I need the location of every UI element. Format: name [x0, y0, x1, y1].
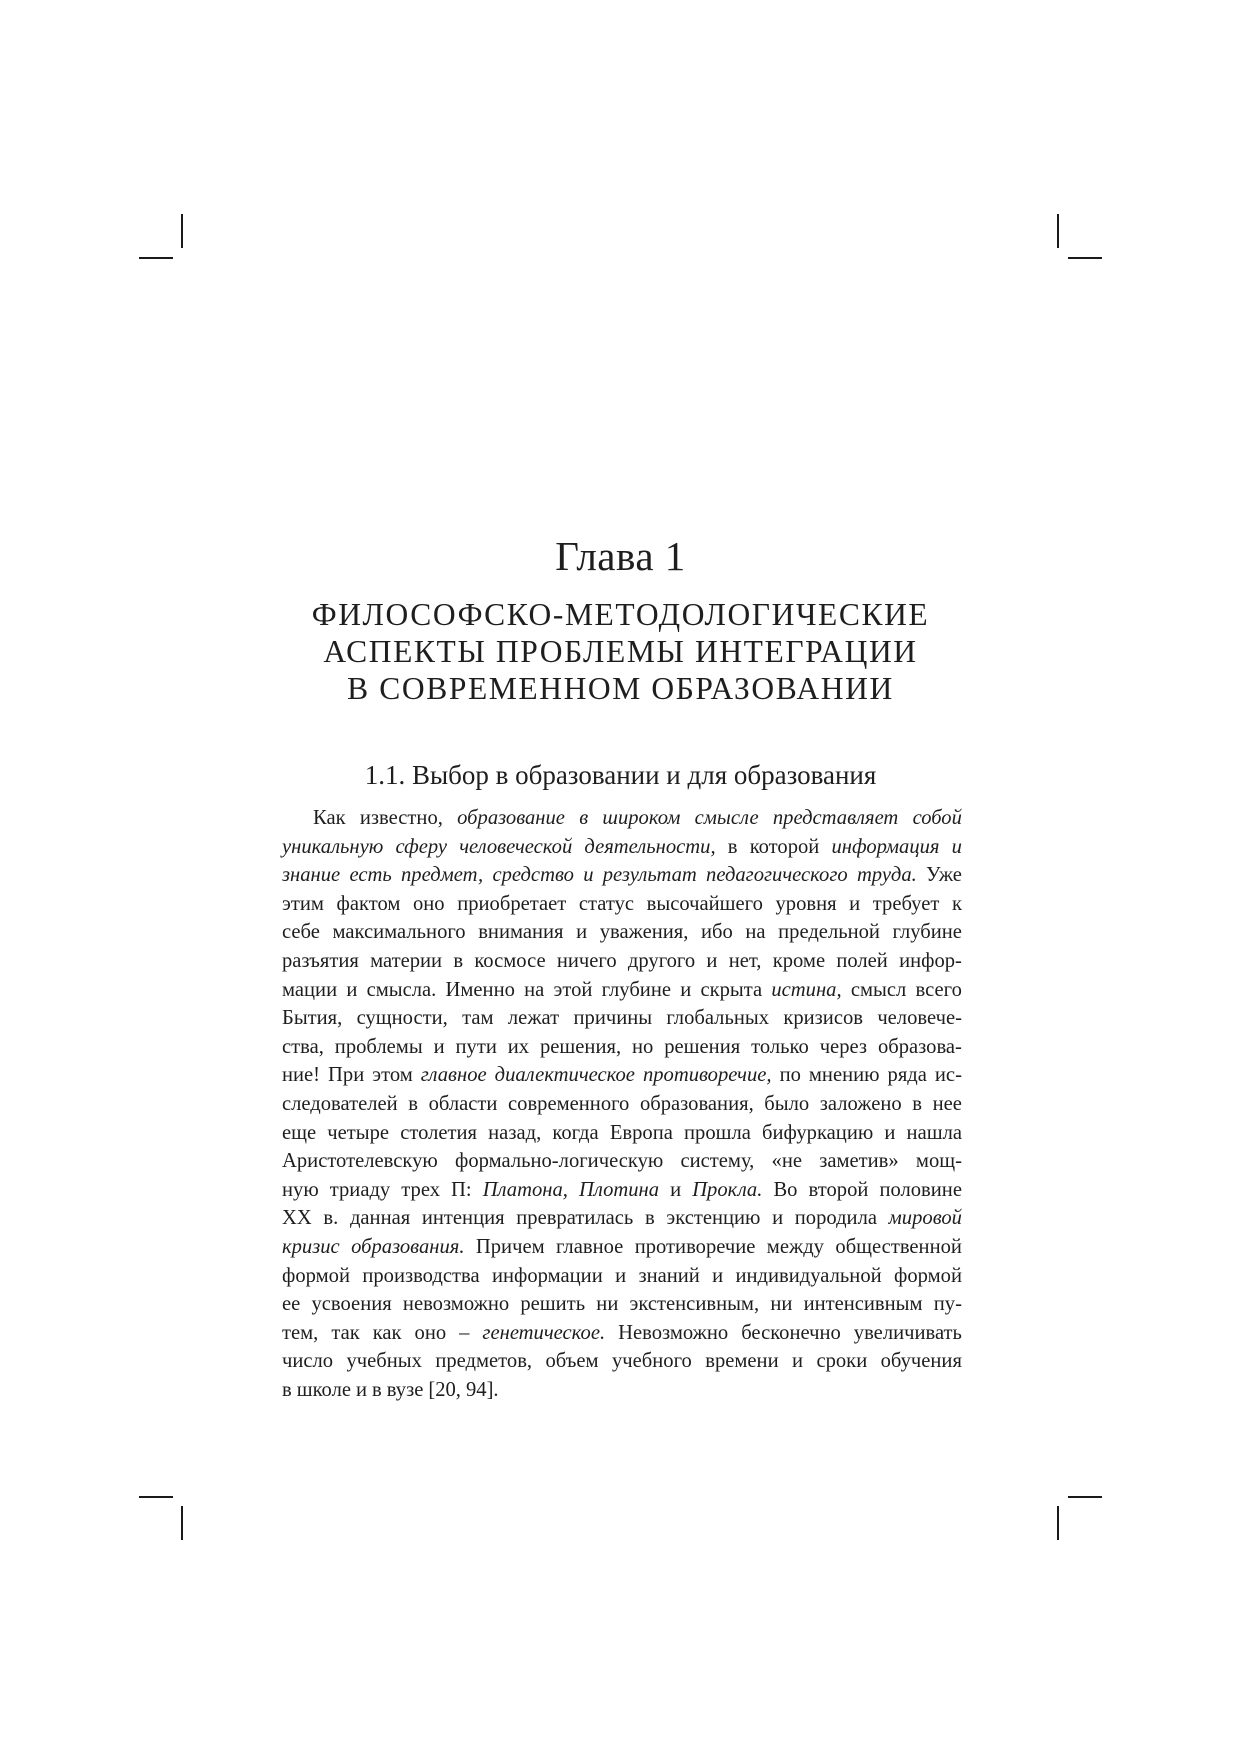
- paragraph-line: [282, 804, 962, 833]
- italic-word: педагогического: [706, 864, 848, 887]
- word: экстенцию: [666, 1207, 761, 1230]
- word: пути: [455, 1035, 497, 1058]
- italic-word: мировой: [888, 1207, 962, 1230]
- paragraph-line: [282, 1147, 962, 1176]
- word: бесконечно: [741, 1321, 841, 1344]
- italic-word: сферу: [395, 835, 448, 858]
- word: образова-: [877, 1035, 962, 1058]
- word: всего: [915, 978, 962, 1001]
- word: ную: [282, 1178, 319, 1201]
- italic-word: кризис: [282, 1235, 340, 1258]
- word: и: [670, 1178, 682, 1201]
- paragraph-line: [282, 1319, 962, 1348]
- word: вузе: [386, 1378, 424, 1401]
- word: Причем: [475, 1235, 545, 1258]
- word: данная: [349, 1207, 411, 1230]
- paragraph-line: [282, 918, 962, 947]
- word: уровня: [775, 892, 837, 915]
- italic-word: и: [951, 835, 962, 858]
- word: в: [453, 949, 464, 972]
- word: мнению: [808, 1064, 880, 1087]
- word: приобретает: [457, 892, 567, 915]
- word: Во: [773, 1178, 798, 1201]
- word: решить: [520, 1293, 586, 1316]
- word: в: [912, 1092, 923, 1115]
- word: оно: [412, 892, 445, 915]
- word: высочайшего: [646, 892, 763, 915]
- paragraph-line: [282, 1233, 962, 1262]
- word: скрыта: [700, 978, 763, 1001]
- word: знаний: [638, 1264, 700, 1287]
- word: заметив»: [819, 1150, 899, 1173]
- word: в: [372, 1378, 382, 1401]
- word: При: [328, 1064, 365, 1087]
- word: «не: [771, 1150, 802, 1173]
- italic-word: образования.: [351, 1235, 465, 1258]
- word: трех: [401, 1178, 440, 1201]
- italic-word: труда.: [856, 864, 917, 887]
- word: проблемы: [334, 1035, 423, 1058]
- word: Невозможно: [618, 1321, 729, 1344]
- word: ее: [282, 1293, 301, 1316]
- word: себе: [282, 921, 320, 944]
- paragraph-line: [282, 1176, 962, 1205]
- word: максимального: [332, 921, 466, 944]
- paragraph-line: [282, 1004, 962, 1033]
- paragraph-line: [282, 1090, 962, 1119]
- italic-word: широком: [602, 807, 681, 829]
- word: информации: [491, 1264, 603, 1287]
- word: нет,: [728, 949, 762, 972]
- word: и: [433, 1035, 445, 1058]
- word: и: [849, 892, 861, 915]
- word: глубине: [892, 921, 962, 944]
- word: там: [462, 1007, 494, 1030]
- word: и: [576, 921, 588, 944]
- word: сроки: [816, 1350, 868, 1373]
- word: Уже: [926, 864, 962, 887]
- word: на: [745, 921, 766, 944]
- word: формально-логическую: [454, 1150, 664, 1173]
- word: мации: [282, 978, 338, 1001]
- word: –: [459, 1321, 470, 1344]
- word: полей: [836, 949, 888, 972]
- word: еще: [282, 1121, 317, 1144]
- word: этом: [372, 1064, 413, 1087]
- word: превратилась: [516, 1207, 634, 1230]
- word: назад,: [488, 1121, 542, 1144]
- word: породила: [794, 1207, 877, 1230]
- word: [20,: [428, 1378, 461, 1401]
- word: интенсивным: [803, 1293, 923, 1316]
- word: этим: [282, 892, 324, 915]
- word: космосе: [474, 949, 546, 972]
- word: заложено: [819, 1092, 902, 1115]
- word: ис-: [934, 1064, 962, 1087]
- crop-mark-bottom-right-horizontal: [1068, 1496, 1102, 1498]
- word: и: [346, 978, 358, 1001]
- chapter-title-line: АСПЕКТЫ ПРОБЛЕМЫ ИНТЕГРАЦИИ: [323, 634, 918, 669]
- italic-word: смысле: [694, 807, 759, 829]
- word: и: [615, 1264, 627, 1287]
- word: предметов,: [435, 1350, 533, 1373]
- word: кризисов: [783, 1007, 863, 1030]
- italic-word: Прокла.: [692, 1178, 763, 1201]
- italic-word: Платона,: [482, 1178, 568, 1201]
- word: в: [644, 1207, 655, 1230]
- word: учебного: [611, 1350, 692, 1373]
- word: человече-: [877, 1007, 962, 1030]
- paragraph-line: [282, 890, 962, 919]
- paragraph-line: [282, 976, 962, 1005]
- word: глубине: [601, 978, 671, 1001]
- paragraph-line: [282, 1204, 962, 1233]
- italic-word: Плотина: [578, 1178, 660, 1201]
- word: причины: [573, 1007, 653, 1030]
- word: между: [766, 1235, 824, 1258]
- word: число: [282, 1350, 334, 1373]
- paragraph-line: [282, 833, 962, 862]
- word: другого: [627, 949, 696, 972]
- italic-word: противоречие,: [642, 1064, 772, 1087]
- italic-word: деятельности,: [584, 835, 716, 858]
- word: и: [792, 1350, 804, 1373]
- word: как: [372, 1321, 402, 1344]
- word: на: [524, 978, 545, 1001]
- word: формой: [282, 1264, 350, 1287]
- word: главное: [556, 1235, 624, 1258]
- word: решения,: [540, 1035, 622, 1058]
- word: по: [779, 1064, 801, 1087]
- word: но: [632, 1035, 654, 1058]
- word: мощ-: [915, 1150, 962, 1173]
- italic-word: главное: [420, 1064, 487, 1087]
- paragraph-line: [282, 1033, 962, 1062]
- word: объем: [545, 1350, 599, 1373]
- word: бифуркацию: [762, 1121, 874, 1144]
- word: нее: [932, 1092, 962, 1115]
- paragraph-line: [282, 1061, 962, 1090]
- italic-word: человеческой: [459, 835, 573, 858]
- word: так: [331, 1321, 360, 1344]
- word: формой: [893, 1264, 962, 1287]
- word: половине: [879, 1178, 962, 1201]
- italic-word: предмет,: [401, 864, 484, 887]
- word: смысла.: [366, 978, 437, 1001]
- word: П:: [451, 1178, 472, 1201]
- italic-word: есть: [349, 864, 392, 887]
- italic-word: средство: [492, 864, 574, 887]
- word: кроме: [772, 949, 826, 972]
- italic-word: представляет: [772, 807, 899, 829]
- word: школе: [296, 1378, 351, 1401]
- italic-word: истина,: [771, 978, 842, 1001]
- section-title: 1.1. Выбор в образовании и для образования: [364, 760, 877, 790]
- word: смысл: [850, 978, 907, 1001]
- word: интенция: [421, 1207, 505, 1230]
- crop-mark-top-right-horizontal: [1068, 257, 1102, 259]
- word: Как: [313, 807, 346, 829]
- word: четыре: [327, 1121, 390, 1144]
- word: и: [712, 1264, 724, 1287]
- italic-word: результат: [602, 864, 697, 887]
- word: в: [727, 835, 738, 858]
- paragraph-line: [282, 1347, 962, 1376]
- word: известно,: [359, 807, 443, 829]
- crop-mark-bottom-left-horizontal: [139, 1496, 173, 1498]
- word: увеличивать: [853, 1321, 962, 1344]
- body-paragraph: [282, 804, 962, 1404]
- italic-word: знание: [282, 864, 341, 887]
- word: Именно: [445, 978, 515, 1001]
- word: глобальных: [666, 1007, 770, 1030]
- italic-word: образование: [457, 807, 565, 829]
- word: которой: [749, 835, 820, 858]
- word: уважения,: [599, 921, 689, 944]
- paragraph-line: [282, 1290, 962, 1319]
- word: лежат: [507, 1007, 560, 1030]
- word: невозможно: [402, 1293, 510, 1316]
- word: требует: [872, 892, 940, 915]
- word: предельной: [778, 921, 880, 944]
- word: их: [507, 1035, 530, 1058]
- word: к: [951, 892, 962, 915]
- paragraph-line: [282, 861, 962, 890]
- chapter-title: [0, 596, 1241, 707]
- word: нашла: [906, 1121, 962, 1144]
- word: столетия: [400, 1121, 478, 1144]
- word: общественной: [835, 1235, 962, 1258]
- word: Аристотелевскую: [282, 1150, 438, 1173]
- word: систему,: [680, 1150, 755, 1173]
- word: ни: [770, 1293, 793, 1316]
- word: оно: [414, 1321, 447, 1344]
- word: в: [282, 1378, 292, 1401]
- word: следователей: [282, 1092, 398, 1115]
- word: и: [680, 978, 692, 1001]
- word: в: [408, 1092, 419, 1115]
- word: инфор-: [899, 949, 962, 972]
- word: прошла: [684, 1121, 751, 1144]
- word: усвоения: [311, 1293, 392, 1316]
- chapter-title-line: В СОВРЕМЕННОМ ОБРАЗОВАНИИ: [347, 671, 894, 706]
- word: сущности,: [356, 1007, 448, 1030]
- crop-mark-bottom-left-vertical: [181, 1506, 183, 1540]
- word: внимания: [478, 921, 564, 944]
- crop-mark-bottom-right-vertical: [1057, 1506, 1059, 1540]
- word: производства: [362, 1264, 480, 1287]
- word: ничего: [556, 949, 617, 972]
- italic-word: диалектическое: [494, 1064, 635, 1087]
- word: фактом: [336, 892, 401, 915]
- word: и: [356, 1378, 368, 1401]
- italic-word: в: [579, 807, 589, 829]
- word: 94].: [465, 1378, 499, 1401]
- word: ни: [596, 1293, 619, 1316]
- word: индивидуальной: [735, 1264, 882, 1287]
- chapter-label: Глава 1: [555, 533, 686, 579]
- word: ряда: [887, 1064, 927, 1087]
- word: тем,: [282, 1321, 319, 1344]
- word: материи: [370, 949, 443, 972]
- italic-word: информация: [831, 835, 940, 858]
- paragraph-line: [282, 1376, 962, 1405]
- word: и: [884, 1121, 896, 1144]
- word: через: [819, 1035, 868, 1058]
- word: противоречие: [634, 1235, 756, 1258]
- word: только: [751, 1035, 809, 1058]
- word: Бытия,: [282, 1007, 343, 1030]
- paragraph-line: [282, 1262, 962, 1291]
- word: в.: [323, 1207, 339, 1230]
- word: ние!: [282, 1064, 321, 1087]
- word: учебных: [346, 1350, 422, 1373]
- crop-mark-top-right-vertical: [1057, 214, 1059, 248]
- word: ибо: [700, 921, 733, 944]
- word: триаду: [329, 1178, 391, 1201]
- word: ХХ: [282, 1207, 312, 1230]
- chapter-title-line: ФИЛОСОФСКО-МЕТОДОЛОГИЧЕСКИЕ: [311, 597, 930, 632]
- word: времени: [705, 1350, 779, 1373]
- word: обучения: [880, 1350, 962, 1373]
- paragraph-line: [282, 947, 962, 976]
- word: экстенсивным,: [629, 1293, 760, 1316]
- crop-mark-top-left-vertical: [181, 214, 183, 248]
- paragraph-line: [282, 1119, 962, 1148]
- word: и: [772, 1207, 784, 1230]
- word: статус: [578, 892, 635, 915]
- italic-word: и: [583, 864, 594, 887]
- word: пу-: [933, 1293, 962, 1316]
- word: разъятия: [282, 949, 359, 972]
- word: второй: [808, 1178, 869, 1201]
- italic-word: собой: [912, 807, 962, 829]
- crop-mark-top-left-horizontal: [139, 257, 173, 259]
- italic-word: уникальную: [282, 835, 384, 858]
- word: и: [706, 949, 718, 972]
- word: образования,: [639, 1092, 754, 1115]
- word: Европа: [609, 1121, 673, 1144]
- word: решения: [664, 1035, 741, 1058]
- word: современного: [508, 1092, 630, 1115]
- italic-word: генетическое.: [482, 1321, 606, 1344]
- word: было: [764, 1092, 810, 1115]
- word: этой: [553, 978, 593, 1001]
- word: когда: [552, 1121, 599, 1144]
- word: области: [428, 1092, 498, 1115]
- word: ства,: [282, 1035, 324, 1058]
